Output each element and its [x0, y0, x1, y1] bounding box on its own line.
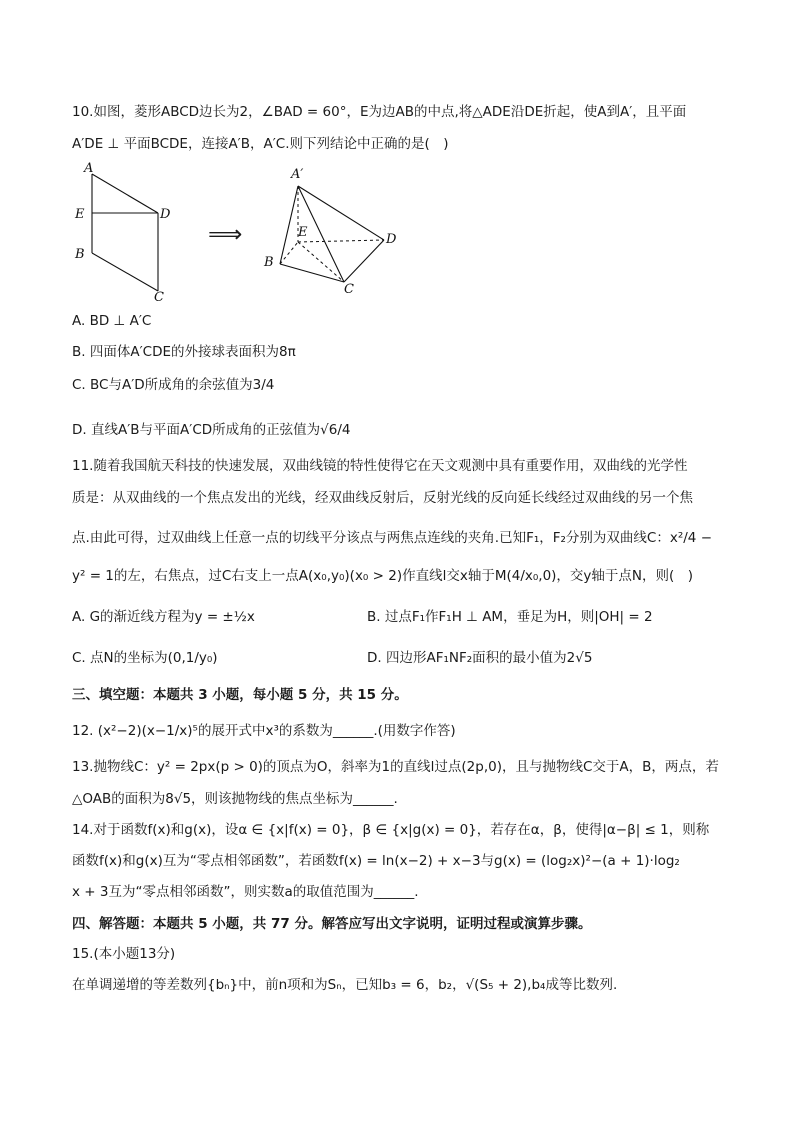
section-answer-heading: 四、解答题：本题共 5 小题，共 77 分。解答应写出文字说明，证明过程或演算步骤。: [72, 916, 592, 932]
q11-option-c: C. 点N的坐标为(0,1/y₀): [72, 650, 218, 666]
fold-arrow-icon: ⟹: [208, 220, 243, 248]
q15-heading: 15.(本小题13分): [72, 946, 176, 962]
label-E2: E: [298, 225, 308, 240]
folded-figure: [258, 162, 408, 297]
section-fill-in-heading: 三、填空题：本题共 3 小题，每小题 5 分，共 15 分。: [72, 687, 408, 703]
q12-text: 12. (x²−2)(x−1/x)⁵的展开式中x³的系数为______.(用数字作答): [72, 723, 456, 739]
q11-option-a: A. G的渐近线方程为y = ±½x: [72, 609, 255, 625]
q13-line2: △OAB的面积为8√5，则该抛物线的焦点坐标为______.: [72, 791, 398, 807]
q10-option-b: B. 四面体A′CDE的外接球表面积为8π: [72, 344, 296, 360]
label-A: A: [84, 161, 94, 176]
label-E: E: [75, 207, 85, 222]
label-B: B: [75, 247, 85, 262]
q10-option-d: D. 直线A′B与平面A′CD所成角的正弦值为√6/4: [72, 422, 351, 438]
q11-option-b: B. 过点F₁作F₁H ⊥ AM，垂足为H，则|OH| = 2: [367, 609, 653, 625]
rhombus-figure: [70, 158, 180, 303]
label-D: D: [160, 207, 171, 222]
q11-line3: 点.由此可得，过双曲线上任意一点的切线平分该点与两焦点连线的夹角.已知F₁，F₂分别为双曲线C：x²/4 −: [72, 530, 713, 546]
q15-body: 在单调递增的等差数列{bₙ}中，前n项和为Sₙ，已知b₃ = 6，b₂，√(S₅ + 2),b₄成等比数列.: [72, 977, 618, 993]
label-B2: B: [264, 255, 274, 270]
label-C2: C: [344, 282, 354, 297]
q14-line2: 函数f(x)和g(x)互为“零点相邻函数”，若函数f(x) = ln(x−2) + x−3与g(x) = (log₂x)²−(a + 1)·log₂: [72, 853, 680, 869]
q10-option-a: A. BD ⊥ A′C: [72, 313, 152, 329]
q11-option-d: D. 四边形AF₁NF₂面积的最小值为2√5: [367, 650, 593, 666]
q11-line2: 质是：从双曲线的一个焦点发出的光线，经双曲线反射后，反射光线的反向延长线经过双曲线的另一个焦: [72, 490, 693, 506]
q10-line2: A′DE ⊥ 平面BCDE，连接A′B，A′C.则下列结论中正确的是( ): [72, 136, 449, 152]
label-D2: D: [386, 232, 397, 247]
q13-line1: 13.抛物线C：y² = 2px(p > 0)的顶点为O，斜率为1的直线l过点(2p,0)，且与抛物线C交于A，B，两点，若: [72, 759, 719, 775]
q10-line1: 10.如图，菱形ABCD边长为2，∠BAD = 60°，E为边AB的中点,将△ADE沿DE折起，使A到A′，且平面: [72, 104, 687, 120]
q14-line1: 14.对于函数f(x)和g(x)，设α ∈ {x|f(x) = 0}，β ∈ {x|g(x) = 0}，若存在α，β，使得|α−β| ≤ 1，则称: [72, 822, 710, 838]
label-A1: A′: [291, 167, 304, 182]
q11-line4: y² = 1的左，右焦点，过C右支上一点A(x₀,y₀)(x₀ > 2)作直线l交x轴于M(4/x₀,0)，交y轴于点N，则( ): [72, 568, 694, 584]
q14-line3: x + 3互为“零点相邻函数”，则实数a的取值范围为______.: [72, 884, 419, 900]
q10-option-c: C. BC与A′D所成角的余弦值为3/4: [72, 377, 275, 393]
q11-line1: 11.随着我国航天科技的快速发展，双曲线镜的特性使得它在天文观测中具有重要作用，双曲线的光学性: [72, 458, 688, 474]
label-C: C: [154, 290, 164, 303]
